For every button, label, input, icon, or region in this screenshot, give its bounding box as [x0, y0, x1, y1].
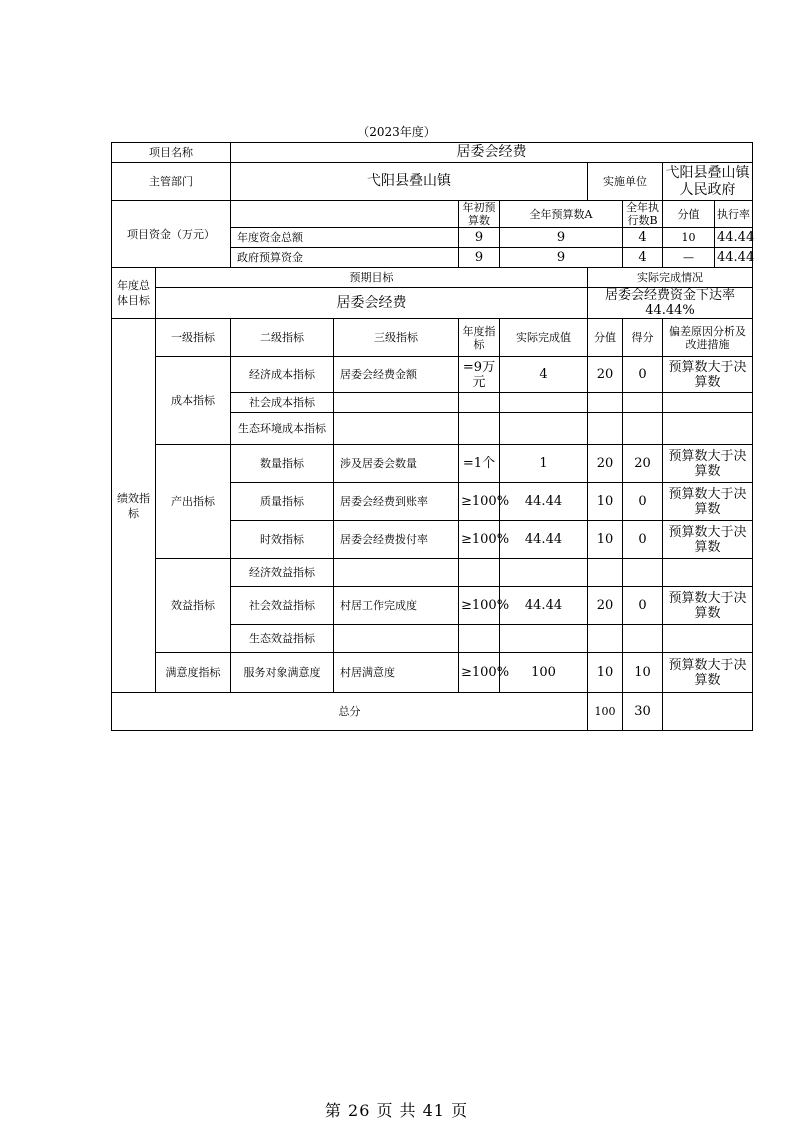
deviation-reason [663, 559, 753, 587]
funds-cell: 9 [500, 248, 623, 268]
annual-target: =1个 [459, 445, 500, 483]
funds-row-label: 政府预算资金 [231, 248, 459, 268]
perf-label: 绩效指标 [112, 319, 156, 693]
actual-value: 4 [500, 357, 588, 393]
level1-indicator: 成本指标 [156, 357, 231, 445]
level2-indicator: 服务对象满意度 [231, 653, 334, 693]
got-score [623, 393, 663, 413]
level3-indicator [334, 413, 459, 445]
score-value [588, 393, 623, 413]
funds-header-blank [231, 201, 459, 228]
got-score: 0 [623, 483, 663, 521]
annual-target: ≥100% [459, 483, 500, 521]
level2-indicator: 数量指标 [231, 445, 334, 483]
level2-indicator: 社会成本指标 [231, 393, 334, 413]
funds-cell: 9 [500, 228, 623, 248]
page-footer: 第 26 页 共 41 页 [324, 1101, 469, 1120]
total-score: 100 [588, 693, 623, 731]
level3-indicator [334, 559, 459, 587]
level1-indicator: 满意度指标 [156, 653, 231, 693]
deviation-reason: 预算数大于决算数 [663, 445, 753, 483]
impl-label: 实施单位 [588, 163, 663, 201]
score-value: 10 [588, 483, 623, 521]
perf-header: 分值 [588, 319, 623, 357]
perf-header: 偏差原因分析及改进措施 [663, 319, 753, 357]
annual-target [459, 559, 500, 587]
funds-cell: 4 [623, 248, 663, 268]
total-reason [663, 693, 753, 731]
actual-result-label: 实际完成情况 [588, 268, 753, 288]
score-value: 10 [588, 653, 623, 693]
funds-row-label: 年度资金总额 [231, 228, 459, 248]
deviation-reason: 预算数大于决算数 [663, 587, 753, 625]
impl-value: 弋阳县叠山镇人民政府 [663, 163, 753, 201]
level2-indicator: 生态效益指标 [231, 625, 334, 653]
funds-cell: — [663, 248, 715, 268]
level3-indicator: 居委会经费到账率 [334, 483, 459, 521]
score-value [588, 625, 623, 653]
score-value [588, 559, 623, 587]
annual-target [459, 393, 500, 413]
project-name-label: 项目名称 [112, 143, 231, 163]
actual-value: 1 [500, 445, 588, 483]
funds-header: 全年预算数A [500, 201, 623, 228]
project-name-value: 居委会经费 [231, 143, 753, 163]
total-got: 30 [623, 693, 663, 731]
level3-indicator: 涉及居委会数量 [334, 445, 459, 483]
funds-cell: 4 [623, 228, 663, 248]
level2-indicator: 时效指标 [231, 521, 334, 559]
expected-goal-label: 预期目标 [156, 268, 588, 288]
deviation-reason: 预算数大于决算数 [663, 357, 753, 393]
funds-header: 分值 [663, 201, 715, 228]
deviation-reason: 预算数大于决算数 [663, 521, 753, 559]
actual-value [500, 393, 588, 413]
actual-result-value: 居委会经费资金下达率44.44% [588, 288, 753, 319]
funds-label: 项目资金（万元） [112, 201, 231, 268]
level3-indicator: 居委会经费拨付率 [334, 521, 459, 559]
perf-header: 得分 [623, 319, 663, 357]
perf-header: 实际完成值 [500, 319, 588, 357]
level2-indicator: 生态环境成本指标 [231, 413, 334, 445]
deviation-reason [663, 413, 753, 445]
got-score [623, 625, 663, 653]
funds-cell: 9 [459, 248, 500, 268]
got-score: 20 [623, 445, 663, 483]
deviation-reason: 预算数大于决算数 [663, 653, 753, 693]
deviation-reason [663, 625, 753, 653]
actual-value: 44.44 [500, 587, 588, 625]
got-score: 10 [623, 653, 663, 693]
level3-indicator: 居委会经费金额 [334, 357, 459, 393]
level1-indicator: 产出指标 [156, 445, 231, 559]
level3-indicator [334, 625, 459, 653]
got-score [623, 413, 663, 445]
got-score: 0 [623, 587, 663, 625]
score-value: 20 [588, 357, 623, 393]
actual-value: 44.44 [500, 483, 588, 521]
dept-label: 主管部门 [112, 163, 231, 201]
actual-value: 100 [500, 653, 588, 693]
total-label: 总分 [112, 693, 588, 731]
performance-table [111, 142, 753, 731]
level3-indicator: 村居满意度 [334, 653, 459, 693]
year-label: （2023年度） [357, 125, 436, 139]
perf-header: 二级指标 [231, 319, 334, 357]
level1-indicator: 效益指标 [156, 559, 231, 653]
level2-indicator: 质量指标 [231, 483, 334, 521]
dept-value: 弋阳县叠山镇 [231, 163, 588, 201]
level2-indicator: 社会效益指标 [231, 587, 334, 625]
expected-goal-value: 居委会经费 [156, 288, 588, 319]
funds-cell: 44.44 [715, 228, 753, 248]
funds-cell: 9 [459, 228, 500, 248]
perf-header: 一级指标 [156, 319, 231, 357]
actual-value [500, 625, 588, 653]
annual-target [459, 625, 500, 653]
funds-cell: 10 [663, 228, 715, 248]
annual-target [459, 413, 500, 445]
deviation-reason: 预算数大于决算数 [663, 483, 753, 521]
funds-header: 全年执行数B [623, 201, 663, 228]
score-value: 20 [588, 587, 623, 625]
level3-indicator: 村居工作完成度 [334, 587, 459, 625]
got-score [623, 559, 663, 587]
annual-target: ≥100% [459, 587, 500, 625]
funds-cell: 44.44 [715, 248, 753, 268]
actual-value [500, 559, 588, 587]
score-value: 20 [588, 445, 623, 483]
funds-header: 年初预算数 [459, 201, 500, 228]
annual-target: =9万元 [459, 357, 500, 393]
score-value: 10 [588, 521, 623, 559]
actual-value: 44.44 [500, 521, 588, 559]
annual-target: ≥100% [459, 521, 500, 559]
funds-header: 执行率 [715, 201, 753, 228]
level2-indicator: 经济效益指标 [231, 559, 334, 587]
deviation-reason [663, 393, 753, 413]
perf-header: 年度指标 [459, 319, 500, 357]
level2-indicator: 经济成本指标 [231, 357, 334, 393]
score-value [588, 413, 623, 445]
got-score: 0 [623, 521, 663, 559]
goal-label: 年度总体目标 [112, 268, 156, 319]
got-score: 0 [623, 357, 663, 393]
annual-target: ≥100% [459, 653, 500, 693]
level3-indicator [334, 393, 459, 413]
perf-header: 三级指标 [334, 319, 459, 357]
actual-value [500, 413, 588, 445]
